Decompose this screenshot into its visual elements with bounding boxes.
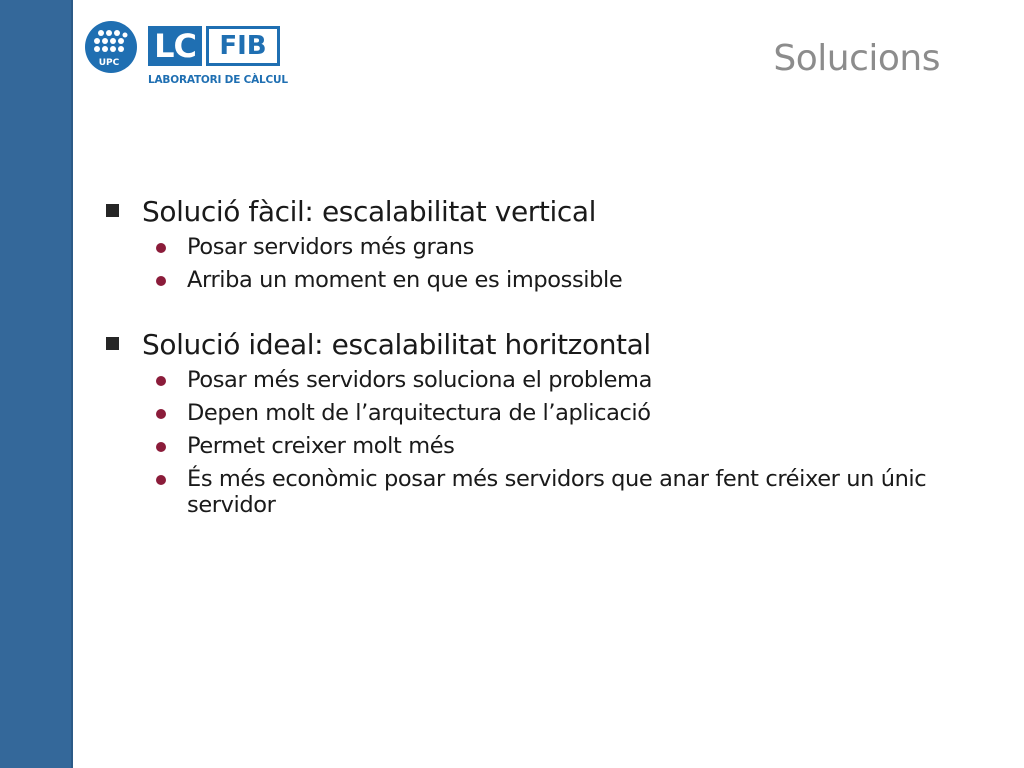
upc-logo bbox=[85, 21, 137, 73]
round-bullet-icon bbox=[156, 276, 166, 286]
list-item-text: Depen molt de l’arquitectura de l’aplicació bbox=[187, 400, 651, 426]
list-item bbox=[104, 466, 984, 518]
fib-logo-block: FIB bbox=[206, 26, 280, 66]
upc-logo-graphic bbox=[85, 21, 137, 73]
list-item bbox=[104, 400, 984, 426]
sub-bullet-list bbox=[104, 367, 984, 518]
section-vertical-scaling bbox=[104, 194, 984, 293]
side-accent-band-edge bbox=[71, 0, 73, 768]
list-item bbox=[104, 267, 984, 293]
list-item bbox=[104, 367, 984, 393]
logo-subtitle: LABORATORI DE CÀLCUL bbox=[148, 74, 288, 86]
list-item-text: Posar servidors més grans bbox=[187, 234, 474, 260]
square-bullet-icon bbox=[106, 337, 119, 350]
section-heading-text: Solució ideal: escalabilitat horitzontal bbox=[142, 328, 651, 361]
list-item bbox=[104, 433, 984, 459]
list-item-text: Arriba un moment en que es impossible bbox=[187, 267, 623, 293]
upc-logo-text: UPC bbox=[98, 58, 120, 68]
list-item-text: Permet creixer molt més bbox=[187, 433, 455, 459]
round-bullet-icon bbox=[156, 442, 166, 452]
round-bullet-icon bbox=[156, 409, 166, 419]
slide-title: Solucions bbox=[773, 38, 940, 79]
list-item bbox=[104, 234, 984, 260]
round-bullet-icon bbox=[156, 475, 166, 485]
sub-bullet-list bbox=[104, 234, 984, 293]
section-heading bbox=[104, 194, 984, 230]
square-bullet-icon bbox=[106, 204, 119, 217]
section-heading-text: Solució fàcil: escalabilitat vertical bbox=[142, 195, 596, 228]
list-item-text: Posar més servidors soluciona el problema bbox=[187, 367, 652, 393]
slide-content bbox=[104, 194, 984, 552]
section-horizontal-scaling bbox=[104, 327, 984, 518]
round-bullet-icon bbox=[156, 243, 166, 253]
list-item-text: És més econòmic posar més servidors que anar fent créixer un únic servidor bbox=[187, 466, 927, 518]
round-bullet-icon bbox=[156, 376, 166, 386]
section-heading bbox=[104, 327, 984, 363]
lc-logo-block: LC bbox=[148, 26, 202, 66]
side-accent-band bbox=[0, 0, 71, 768]
